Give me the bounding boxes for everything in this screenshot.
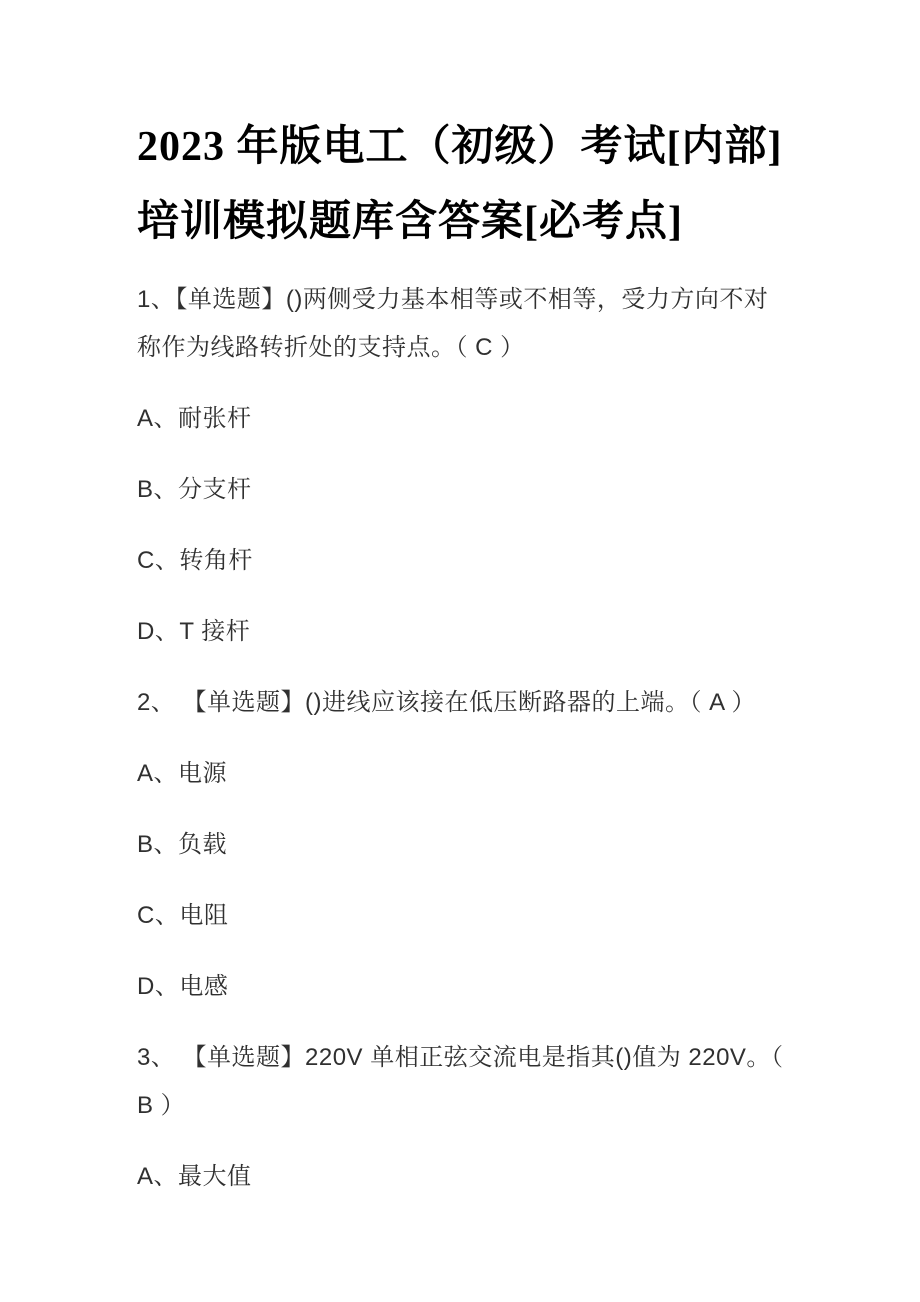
question-3-text	[137, 1034, 792, 1130]
question-2-option-d: D、电感	[137, 973, 229, 1000]
question-2-answer: （ A ）	[689, 689, 757, 716]
question-2-stem: ()进线应该接在低压断路器的上端。	[305, 689, 690, 716]
question-2-option-b: B、负载	[137, 831, 228, 858]
question-3-option-a: A、最大值	[137, 1163, 252, 1190]
question-1-option-d: D、T 接杆	[137, 618, 251, 645]
question-block-3	[137, 1034, 792, 1201]
question-2-number: 2、	[137, 689, 183, 716]
question-1-text	[137, 276, 792, 372]
question-2-type-tag: 【单选题】	[182, 689, 306, 716]
question-1-type-tag: 【单选题】	[175, 286, 286, 313]
question-3-number: 3、	[137, 1044, 183, 1071]
question-1-stem: ()两侧受力基本相等或不相等，受力方向不对称作为线路转折处的支持点。	[137, 286, 769, 361]
question-block-2	[137, 679, 792, 1011]
document-title-line-1: 2023 年版电工（初级）考试[内部]	[137, 124, 783, 170]
question-2-text	[137, 679, 792, 727]
question-1-option-c: C、转角杆	[137, 547, 253, 574]
document-title	[137, 110, 792, 260]
question-1-option-a: A、耐张杆	[137, 405, 252, 432]
question-2-option-a: A、电源	[137, 760, 228, 787]
document-title-line-2: 培训模拟题库含答案[必考点]	[137, 199, 683, 245]
question-1-answer: （ C ）	[455, 334, 525, 361]
question-3-type-tag: 【单选题】	[182, 1044, 306, 1071]
question-1-option-b: B、分支杆	[137, 476, 252, 503]
question-3-stem: 220V 单相正弦交流电是指其()值为 220V。	[305, 1044, 771, 1071]
question-1-number: 1、	[137, 286, 176, 313]
question-3-answer: （ B ）	[137, 1044, 791, 1119]
question-block-1	[137, 276, 792, 656]
question-2-option-c: C、电阻	[137, 902, 229, 929]
